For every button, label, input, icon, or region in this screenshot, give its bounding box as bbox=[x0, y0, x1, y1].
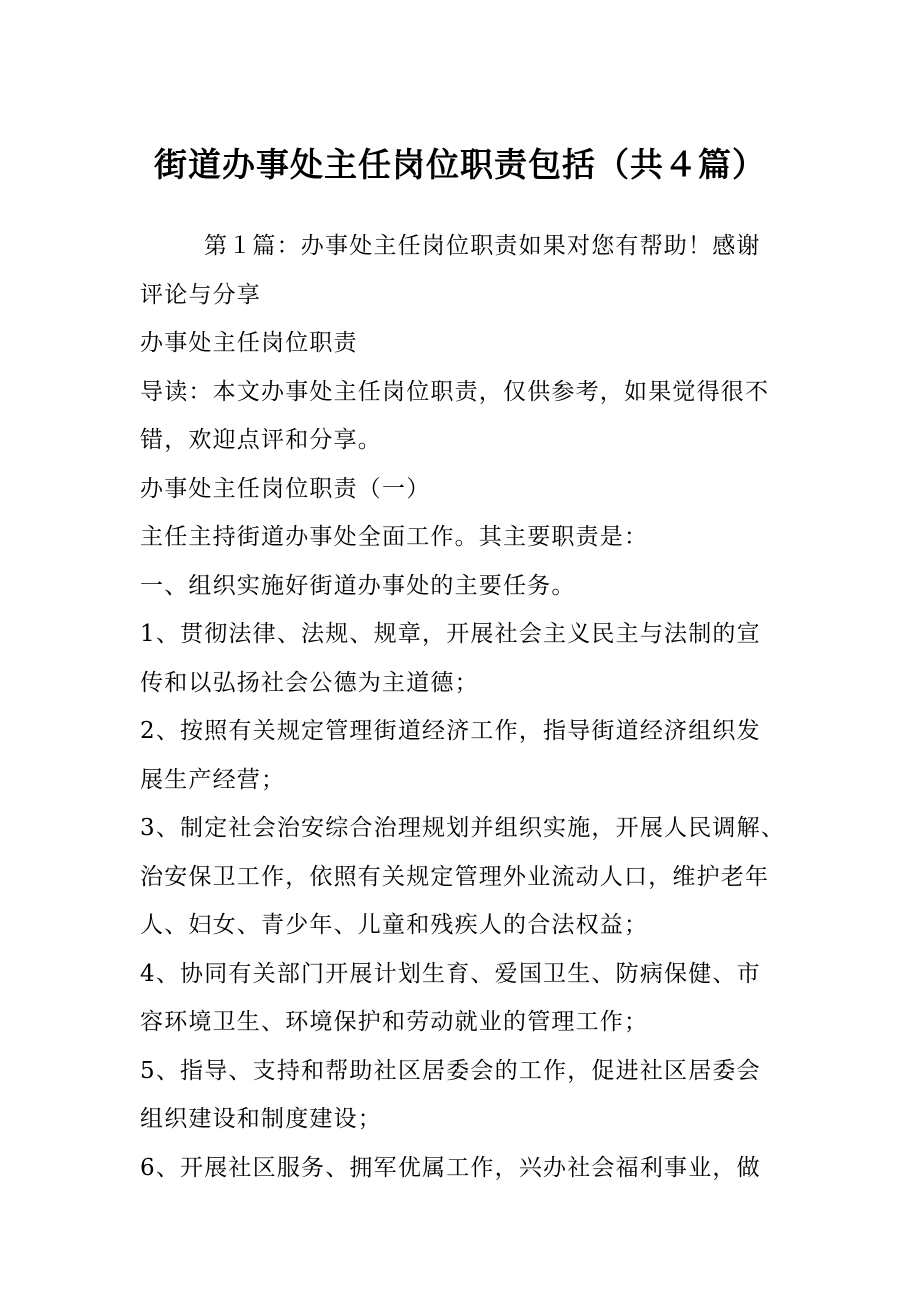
list-item-2: 2、按照有关规定管理街道经济工作，指导街道经济组织发 bbox=[140, 718, 761, 744]
list-item-4: 4、协同有关部门开展计划生育、爱国卫生、防病保健、市 bbox=[140, 960, 761, 987]
list-item-5: 5、指导、支持和帮助社区居委会的工作，促进社区居委会 bbox=[140, 1057, 761, 1084]
text-line: 治安保卫工作，依照有关规定管理外业流动人口，维护老年 bbox=[140, 863, 770, 890]
text-line: 错，欢迎点评和分享。 bbox=[140, 427, 382, 453]
list-item-6: 6、开展社区服务、拥军优属工作，兴办社会福利事业，做 bbox=[140, 1154, 761, 1181]
text-line: 人、妇女、青少年、儿童和残疾人的合法权益； bbox=[140, 912, 649, 938]
text-line: 组织建设和制度建设； bbox=[140, 1106, 382, 1132]
list-item-1: 1、贯彻法律、法规、规章，开展社会主义民主与法制的宣 bbox=[140, 621, 761, 647]
document-body bbox=[140, 222, 790, 1192]
text-line: 展生产经营； bbox=[140, 766, 286, 793]
text-line: 容环境卫生、环境保护和劳动就业的管理工作； bbox=[140, 1009, 649, 1035]
text-line: 一、组织实施好街道办事处的主要任务。 bbox=[140, 572, 576, 599]
text-line-subtitle: 办事处主任岗位职责 bbox=[140, 330, 358, 356]
text-line-intro: 导读：本文办事处主任岗位职责，仅供参考，如果觉得很不 bbox=[140, 378, 770, 405]
text-line: 评论与分享 bbox=[140, 281, 261, 308]
text-line: 主任主持街道办事处全面工作。其主要职责是： bbox=[140, 524, 649, 550]
text-line: 传和以弘扬社会公德为主道德； bbox=[140, 669, 479, 696]
text-line-section-heading: 第１篇：办事处主任岗位职责如果对您有帮助！感谢 bbox=[204, 233, 761, 259]
document-title: 街道办事处主任岗位职责包括（共４篇） bbox=[154, 145, 766, 184]
text-line-heading: 办事处主任岗位职责（一） bbox=[140, 475, 431, 502]
list-item-3: 3、制定社会治安综合治理规划并组织实施，开展人民调解、 bbox=[140, 815, 786, 841]
